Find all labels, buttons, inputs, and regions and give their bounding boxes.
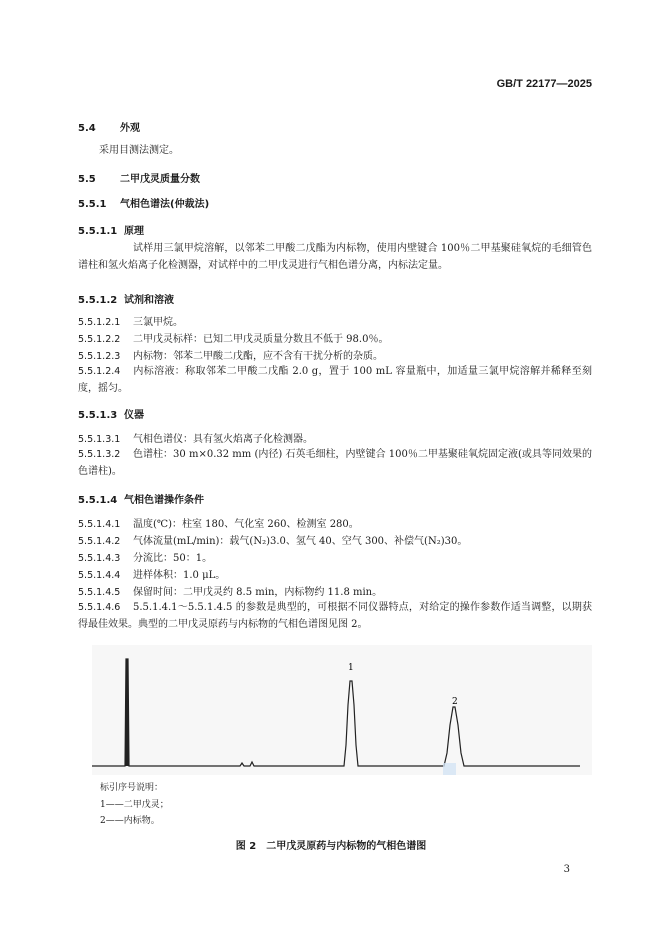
- section-number: 5.5.1.1: [78, 226, 118, 237]
- solvent-peak: [126, 659, 129, 766]
- peak-label-2: 2: [452, 697, 458, 707]
- item-text: 进样体积：1.0 μL。: [133, 570, 226, 581]
- item-number: 5.5.1.4.2: [78, 536, 121, 547]
- item-number: 5.5.1.3.1: [78, 434, 121, 445]
- item-number: 5.5.1.2.2: [78, 334, 121, 345]
- section-number: 5.5.1.2: [78, 295, 118, 306]
- item-text: 气相色谱仪：具有氢火焰离子化检测器。: [133, 434, 313, 445]
- heading-5-5-1-2: [78, 291, 174, 306]
- heading-5-4: [78, 119, 140, 134]
- list-item: [78, 313, 183, 328]
- item-number: 5.5.1.4.4: [78, 570, 121, 581]
- heading-5-5: [78, 170, 200, 185]
- list-item: [78, 515, 359, 530]
- list-item: [78, 330, 388, 345]
- section-number: 5.5.1.4: [78, 495, 118, 506]
- list-item: [78, 549, 212, 564]
- item-number: 5.5.1.4.5: [78, 587, 121, 598]
- chromatogram: [92, 645, 592, 775]
- standard-number: GB/T 22177—2025: [496, 78, 592, 90]
- item-number: 5.5.1.4.1: [78, 519, 121, 530]
- item-text: 二甲戊灵标样：已知二甲戊灵质量分数且不低于 98.0％。: [133, 334, 389, 345]
- item-text: 保留时间：二甲戊灵约 8.5 min，内标物约 11.8 min。: [133, 587, 383, 598]
- section-number: 5.5: [78, 174, 96, 185]
- item-number: 5.5.1.2.3: [78, 351, 121, 362]
- legend-title: 标引序号说明：: [100, 783, 164, 793]
- heading-5-5-1-3: [78, 406, 144, 421]
- list-item: [78, 566, 225, 581]
- item-number: 5.5.1.4.6: [78, 602, 121, 613]
- item-number: 5.5.1.2.1: [78, 317, 121, 328]
- peak-label-1: 1: [348, 663, 354, 673]
- list-item: [78, 363, 592, 397]
- heading-5-5-1-1: [78, 222, 144, 237]
- heading-5-5-1: [78, 195, 209, 210]
- item-text: 内标溶液：称取邻苯二甲酸二戊酯 2.0 g，置于 100 mL 容量瓶中，加适量三氯甲烷溶解并稀释至刻度，摇匀。: [78, 366, 592, 394]
- figure-caption: 图 2 二甲戊灵原药与内标物的气相色谱图: [235, 841, 427, 852]
- list-item: [78, 532, 467, 547]
- section-title: 外观: [120, 123, 140, 134]
- section-title: 气相色谱操作条件: [124, 495, 204, 506]
- list-item: [78, 583, 382, 598]
- page-number: 3: [563, 864, 570, 875]
- item-text: 分流比：50：1。: [133, 553, 213, 564]
- section-title: 气相色谱法(仲裁法): [120, 199, 210, 210]
- list-item: [78, 347, 383, 362]
- legend-item-1: 1——二甲戊灵；: [100, 800, 169, 810]
- item-text: 色谱柱：30 m×0.32 mm (内径) 石英毛细柱，内壁键合 100％二甲基聚硅氧烷固定液(或具等同效果的色谱柱)。: [78, 449, 592, 477]
- list-item: [78, 599, 592, 633]
- heading-5-5-1-4: [78, 491, 204, 506]
- section-title: 原理: [124, 226, 144, 237]
- section-title: 试剂和溶液: [124, 295, 174, 306]
- list-item: [78, 446, 592, 480]
- paragraph-appearance: 采用目测法测定。: [99, 145, 179, 156]
- section-title: 二甲戊灵质量分数: [120, 174, 200, 185]
- item-text: 温度(℃)：柱室 180、气化室 260、检测室 280。: [133, 519, 359, 530]
- item-number: 5.5.1.3.2: [78, 449, 121, 460]
- section-title: 仪器: [124, 410, 144, 421]
- paragraph-principle: 试样用三氯甲烷溶解，以邻苯二甲酸二戊酯为内标物，使用内壁键合 100％二甲基聚硅氧烷的毛细管色谱柱和氢火焰离子化检测器，对试样中的二甲戊灵进行气相色谱分离，内标法定量。: [78, 243, 592, 271]
- section-number: 5.5.1.3: [78, 410, 118, 421]
- item-number: 5.5.1.4.3: [78, 553, 121, 564]
- item-text: 5.5.1.4.1～5.5.1.4.5 的参数是典型的，可根据不同仪器特点，对给定的操作参数作适当调整，以期获得最佳效果。典型的二甲戊灵原药与内标物的气相色谱图见图 2。: [78, 602, 592, 630]
- section-number: 5.4: [78, 123, 96, 134]
- legend-item-2: 2——内标物。: [100, 816, 160, 826]
- item-text: 内标物：邻苯二甲酸二戊酯，应不含有干扰分析的杂质。: [133, 351, 383, 362]
- item-text: 气体流量(mL/min)：载气(N₂)3.0、氢气 40、空气 300、补偿气(N₂)30。: [133, 536, 468, 547]
- section-number: 5.5.1: [78, 199, 107, 210]
- figure-background: [92, 645, 592, 775]
- list-item: [78, 430, 313, 445]
- item-number: 5.5.1.2.4: [78, 366, 121, 377]
- item-text: 三氯甲烷。: [133, 317, 183, 328]
- faint-marker: [443, 763, 456, 775]
